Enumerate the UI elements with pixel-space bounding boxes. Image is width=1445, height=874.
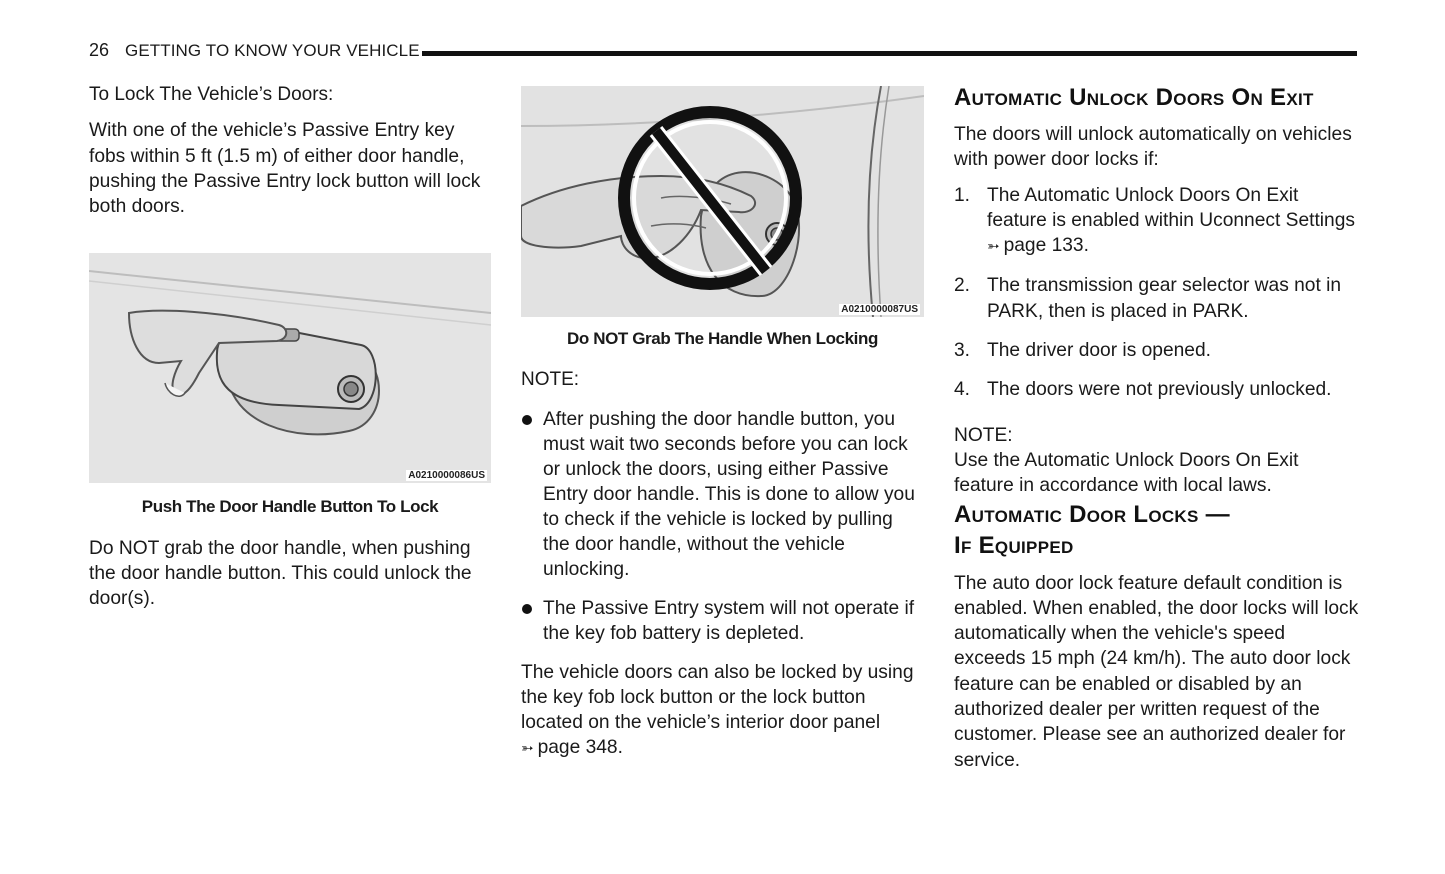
step-number: 2. <box>954 275 971 297</box>
note-label: NOTE: <box>521 369 580 391</box>
step-text: The transmission gear selector was not in PARK, then is placed in PARK. <box>987 275 1342 322</box>
prohibited-grab-drawing <box>521 86 924 317</box>
unlock-on-exit-heading: Automatic Unlock Doors On Exit <box>954 84 1314 111</box>
unlock-intro-paragraph: The doors will unlock automatically on vehicles with power door locks if: <box>954 124 1352 171</box>
page-reference-arrow-icon: ➳ <box>987 238 1000 256</box>
push-button-illustration <box>89 253 491 483</box>
list-item <box>521 407 924 582</box>
step-number: 3. <box>954 340 971 362</box>
column-3 <box>954 82 1359 773</box>
column-2 <box>521 82 924 762</box>
bullet-icon <box>522 415 532 425</box>
door-handle-push-drawing <box>89 253 491 483</box>
lock-methods-paragraph <box>521 660 924 762</box>
heading-line-2: If Equipped <box>954 531 1074 559</box>
list-item <box>954 183 1359 260</box>
list-item <box>954 273 1359 324</box>
step-text: The doors were not previously unlocked. <box>987 379 1332 401</box>
lock-doors-subheading: To Lock The Vehicle’s Doors: <box>89 84 334 105</box>
auto-door-locks-heading <box>954 499 1359 561</box>
unlock-conditions-list <box>954 183 1359 403</box>
note-label: NOTE: <box>954 424 1013 446</box>
lock-methods-text: The vehicle doors can also be locked by using the key fob lock button or the lock button located on the vehicle’s interior door panel <box>521 661 914 734</box>
figure-code: A0210000087US <box>841 304 918 315</box>
note-text: Use the Automatic Unlock Doors On Exit feature in accordance with local laws. <box>954 449 1299 497</box>
do-not-grab-paragraph: Do NOT grab the door handle, when pushing the door handle button. This could unlock the door(s). <box>89 537 472 610</box>
list-item <box>521 596 924 646</box>
step-text: The driver door is opened. <box>987 340 1211 362</box>
step-text: The Automatic Unlock Doors On Exit feature is enabled within Uconnect Settings <box>987 184 1355 231</box>
page-number: 26 <box>89 40 110 60</box>
figure-caption: Push The Door Handle Button To Lock <box>141 497 439 517</box>
figure-code: A0210000086US <box>408 470 485 482</box>
page-reference-link[interactable]: page 348. <box>537 737 623 759</box>
do-not-grab-illustration <box>521 86 924 317</box>
bullet-text: The Passive Entry system will not operate if the key fob battery is depleted. <box>543 597 915 644</box>
bullet-text: After pushing the door handle button, you must wait two seconds before you can lock or unlock the doors, using either Passive Entry door handle. This is done to allow you to check if the vehicle is locked by pulling the door handle, without the vehicle unlocking. <box>543 408 915 580</box>
step-number: 4. <box>954 379 971 401</box>
section-title: GETTING TO KNOW YOUR VEHICLE <box>125 41 420 60</box>
list-item <box>954 377 1359 402</box>
heading-line-1: Automatic Door Locks — <box>954 500 1230 528</box>
page-reference-arrow-icon: ➳ <box>521 740 534 758</box>
column-1 <box>89 82 491 612</box>
auto-lock-paragraph: The auto door lock feature default condition is enabled. When enabled, the door locks will lock automatically when the vehicle's speed exceeds 15 mph (24 km/h). The auto door lock feature can be enabled or disabled by an authorized dealer per written request of the customer. Please see an authorized dealer for service. <box>954 572 1359 771</box>
list-item <box>954 338 1359 363</box>
note-bullet-list <box>521 407 924 646</box>
figure-caption: Do NOT Grab The Handle When Locking <box>567 329 878 348</box>
page-reference-link[interactable]: page 133. <box>1003 235 1089 257</box>
header-rule <box>422 51 1357 56</box>
lock-doors-paragraph: With one of the vehicle’s Passive Entry key fobs within 5 ft (1.5 m) of either door handle, pushing the Passive Entry lock button will lock both doors. <box>89 120 481 218</box>
step-number: 1. <box>954 184 971 206</box>
page-header <box>89 38 1357 64</box>
bullet-icon <box>522 604 532 614</box>
